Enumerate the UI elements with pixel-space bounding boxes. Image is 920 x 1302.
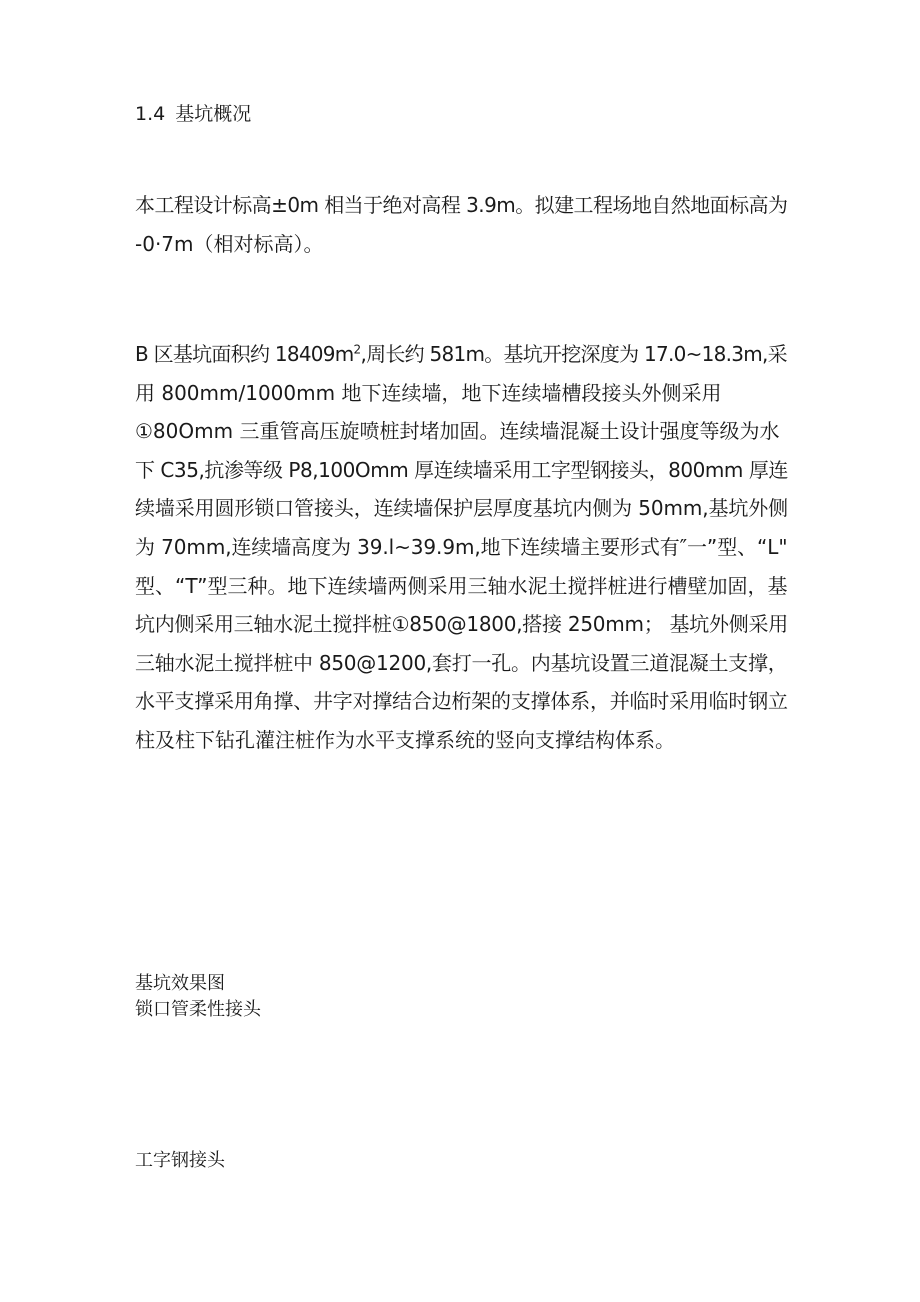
paragraph-line: 为 70mm,连续墙高度为 39.l~39.9m,地下连续墙主要形式有″一”型、“L" — [135, 534, 788, 559]
section-title: 基坑概况 — [175, 103, 252, 125]
paragraph-line: 坑内侧采用三轴水泥土搅拌桩①850@1800,搭接 250mm； 基坑外侧采用 — [135, 612, 788, 637]
caption-lock-pipe-joint: 锁口管柔性接头 — [135, 999, 261, 1020]
paragraph-line: 三轴水泥土搅拌桩中 850@1200,套打一孔。内基坑设置三道混凝土支撑， — [135, 650, 788, 675]
caption-effect-figure: 基坑效果图 — [135, 973, 225, 994]
paragraph-line: 水平支撑采用角撑、井字对撑结合边桁架的支撑体系，并临时采用临时钢立 — [135, 689, 788, 714]
line-text: ,周长约 581m。基坑开挖深度为 17.0~18.3m,采 — [360, 342, 787, 366]
line-text: B 区基坑面积约 18409m — [135, 342, 354, 366]
paragraph-line: 续墙采用圆形锁口管接头，连续墙保护层厚度基坑内侧为 50mm,基坑外侧 — [135, 496, 789, 521]
paragraph-line: 柱及柱下钻孔灌注桩作为水平支撑系统的竖向支撑结构体系。 — [135, 727, 675, 752]
paragraph-line: 下 C35,抗渗等级 P8,100Omm 厚连续墙采用工字型钢接头，800mm 厚连 — [135, 457, 788, 482]
superscript: 2 — [353, 342, 361, 357]
paragraph-line — [135, 335, 788, 374]
paragraph-elevation — [135, 186, 788, 263]
paragraph-pit-description — [135, 335, 788, 760]
caption-i-steel-joint: 工字钢接头 — [135, 1150, 225, 1171]
section-heading — [135, 100, 251, 128]
paragraph-line: 用 800mm/1000mm 地下连续墙，地下连续墙槽段接头外侧采用 — [135, 380, 722, 405]
paragraph-line: ①80Omm 三重管高压旋喷桩封堵加固。连续墙混凝土设计强度等级为水 — [135, 419, 780, 444]
paragraph-line: 型、“T”型三种。地下连续墙两侧采用三轴水泥土搅拌桩进行槽壁加固，基 — [135, 573, 788, 598]
paragraph-line: -0·7m（相对标高）。 — [135, 231, 324, 256]
paragraph-line: 本工程设计标高±0m 相当于绝对高程 3.9m。拟建工程场地自然地面标高为 — [135, 193, 788, 217]
section-number: 1.4 — [135, 103, 166, 125]
